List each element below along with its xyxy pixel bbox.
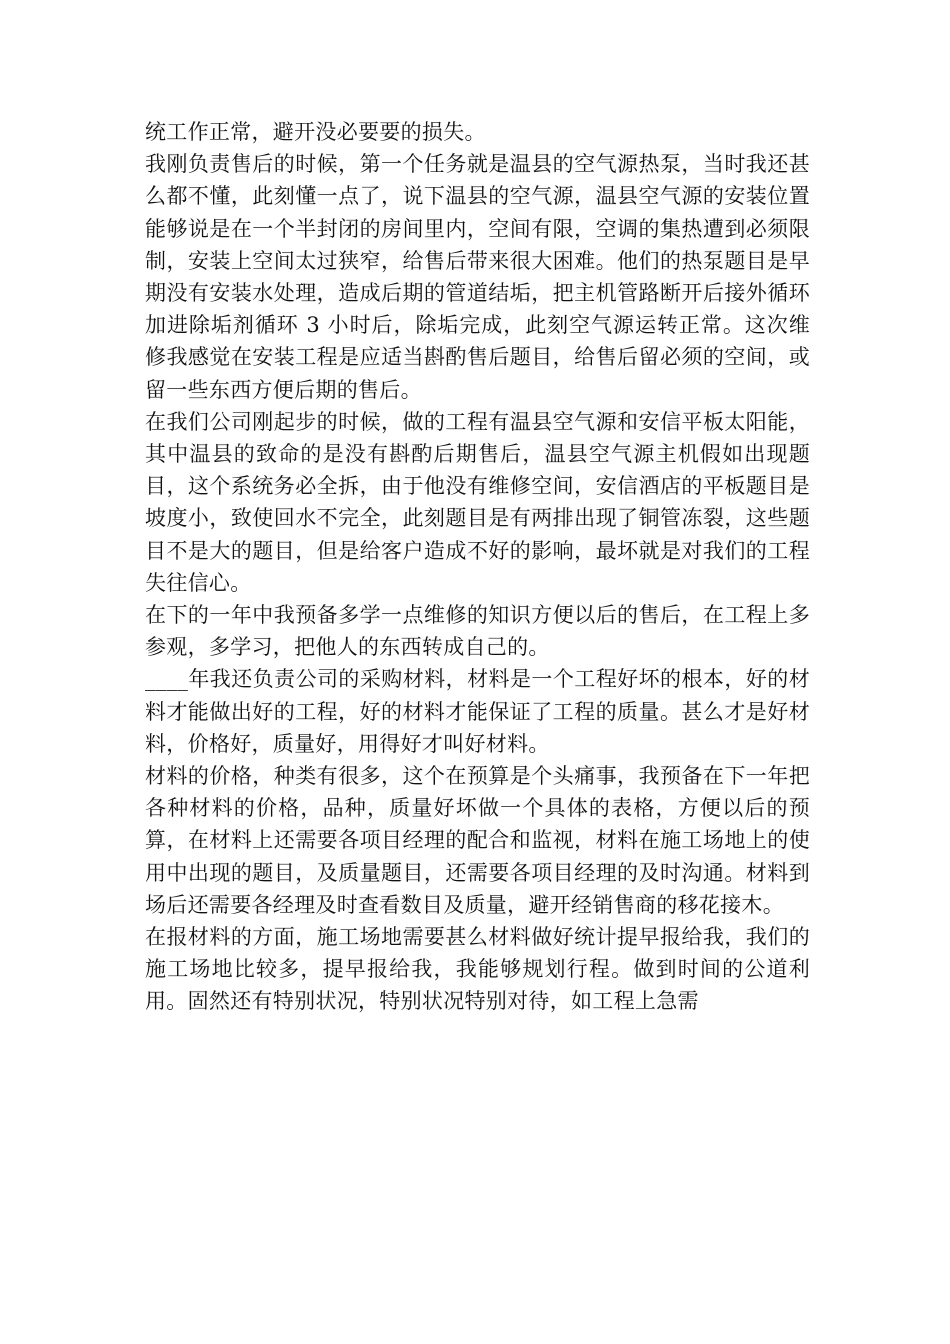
paragraph: 统工作正常，避开没必要要的损失。 xyxy=(145,120,486,144)
paragraph: 材料的价格，种类有很多，这个在预算是个头痛事，我预备在下一年把各种材料的价格，品种，质量好坏做一个具体的表格，方便以后的预算，在材料上还需要各项目经理的配合和监视，材料在施工场地上的使用中出现的题目，及质量题目，还需要各项目经理的及时沟通。材料到场后还需要各经理及时查看数目及质量，避开经销售商的移花接木。 xyxy=(145,764,810,917)
paragraph: 在下的一年中我预备多学一点维修的知识方便以后的售后，在工程上多参观，多学习，把他人的东西转成自己的。 xyxy=(145,603,810,660)
paragraph: 我刚负责售后的时候，第一个任务就是温县的空气源热泵，当时我还甚么都不懂，此刻懂一点了，说下温县的空气源，温县空气源的安装位置能够说是在一个半封闭的房间里内，空间有限，空调的集热遭到必须限制，安装上空间太过狭窄，给售后带来很大困难。他们的热泵题目是早期没有安装水处理，造成后期的管道结垢，把主机管路断开后接外循环加进除垢剂循环 3 小时后，除垢完成，此刻空气源运转正常。这次维修我感觉在安装工程是应适当斟酌售后题目，给售后留必须的空间，或留一些东西方便后期的售后。 xyxy=(145,152,810,402)
paragraph: 在我们公司刚起步的时候，做的工程有温县空气源和安信平板太阳能，其中温县的致命的是没有斟酌后期售后，温县空气源主机假如出现题目，这个系统务必全拆，由于他没有维修空间，安信酒店的平板题目是坡度小，致使回水不完全，此刻题目是有两排出现了铜管冻裂，这些题目不是大的题目，但是给客户造成不好的影响，最坏就是对我们的工程失往信心。 xyxy=(145,409,810,595)
paragraph: ____年我还负责公司的采购材料，材料是一个工程好坏的根本，好的材料才能做出好的工程，好的材料才能保证了工程的质量。甚么才是好材料，价格好，质量好，用得好才叫好材料。 xyxy=(145,667,810,756)
body-text xyxy=(145,116,810,1018)
paragraph: 在报材料的方面，施工场地需要甚么材料做好统计提早报给我，我们的施工场地比较多，提早报给我，我能够规划行程。做到时间的公道利用。固然还有特别状况，特别状况特别对待，如工程上急需 xyxy=(145,925,810,1014)
